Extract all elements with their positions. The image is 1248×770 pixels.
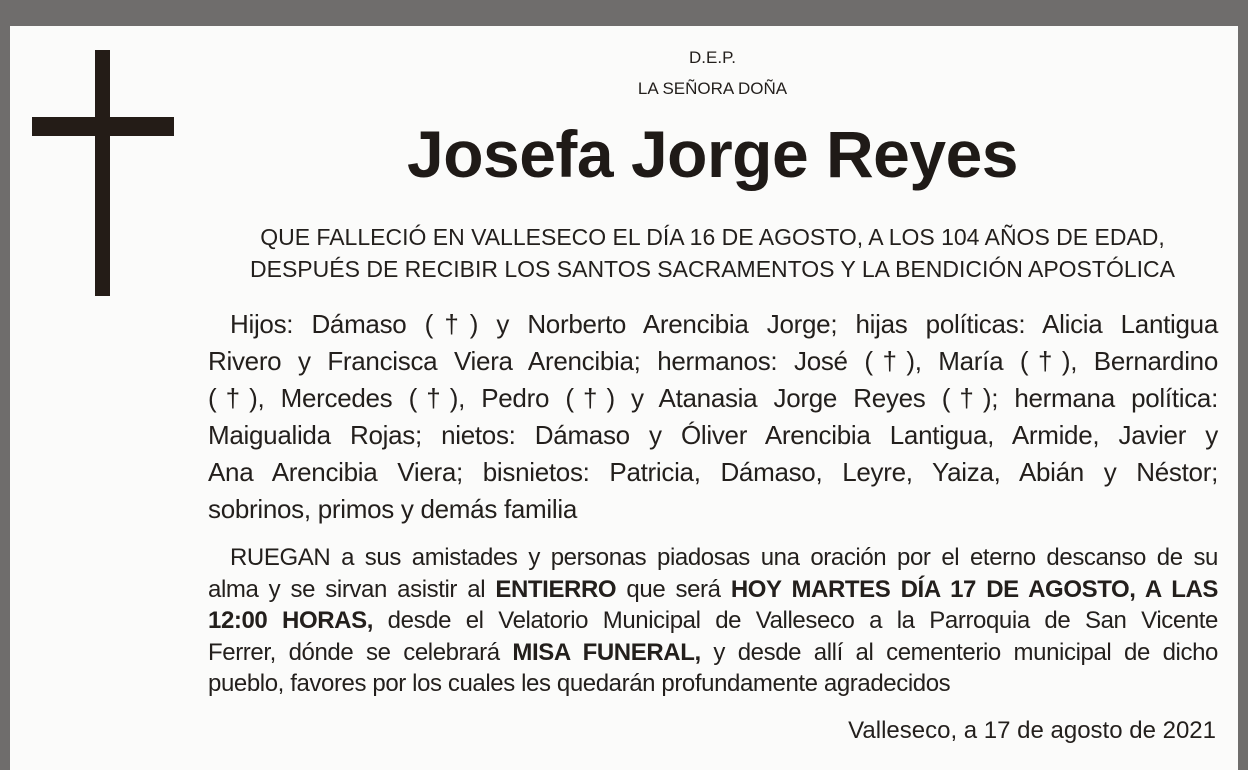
ruegan-text: Ferrer, dónde se celebrará [208,638,513,666]
family-line: sobrinos, primos y demás familia [208,494,577,524]
intro-line-1: QUE FALLECIÓ EN VALLESECO EL DÍA 16 DE AGOSTO, A LOS 104 AÑOS DE EDAD, [260,224,1165,250]
funeral-request-paragraph [208,542,1218,700]
ruegan-line [208,542,1218,574]
family-line: Ana Arencibia Viera; bisnietos: Patricia, Dámaso, Leyre, Yaiza, Abián y Néstor; [208,457,1218,487]
burial-label: ENTIERRO [495,575,617,603]
ruegan-text: que será [616,575,731,603]
cross-icon-crossbar [32,117,174,136]
family-line: Maigualida Rojas; nietos: Dámaso y Óliver Arencibia Lantigua, Armide, Javier y [208,420,1218,450]
ruegan-text: y desde allí al cementerio municipal de dicho [700,638,1218,666]
ruegan-line [208,637,1218,669]
ruegan-text: alma y se sirvan asistir al [208,575,496,603]
ruegan-line [208,605,1218,637]
ruegan-line [208,574,1218,606]
ruegan-text: desde el Velatorio Municipal de Valleseco a la Parroquia de San Vicente [373,607,1218,634]
cross-icon [95,50,110,296]
honorific-label: LA SEÑORA DOÑA [637,79,788,98]
ruegan-text: RUEGAN a sus amistades y personas piadosas una oración por el eterno descanso de su [230,544,1218,571]
burial-time: 12:00 HORAS, [208,607,373,634]
family-line: (†), Mercedes (†), Pedro (†) y Atanasia Jorge Reyes (†); hermana política: [208,383,1218,413]
ruegan-text: pueblo, favores por los cuales les quedarán profundamente agradecidos [208,670,951,697]
family-line: Rivero y Francisca Viera Arencibia; hermanos: José (†), María (†), Bernardino [208,346,1218,376]
ruegan-line [208,668,1218,700]
death-announcement [205,221,1220,285]
intro-line-2: DESPUÉS DE RECIBIR LOS SANTOS SACRAMENTOS Y LA BENDICIÓN APOSTÓLICA [250,256,1175,282]
family-paragraph [208,306,1218,528]
burial-date: HOY MARTES DÍA 17 DE AGOSTO, A LAS [730,575,1218,603]
place-date-signoff: Valleseco, a 17 de agosto de 2021 [848,717,1216,744]
dep-label: D.E.P. [689,48,736,67]
family-line: Hijos: Dámaso (†) y Norberto Arencibia Jorge; hijas políticas: Alicia Lantigua [230,309,1218,339]
funeral-mass-label: MISA FUNERAL, [512,638,701,666]
deceased-name: Josefa Jorge Reyes [406,117,1018,191]
